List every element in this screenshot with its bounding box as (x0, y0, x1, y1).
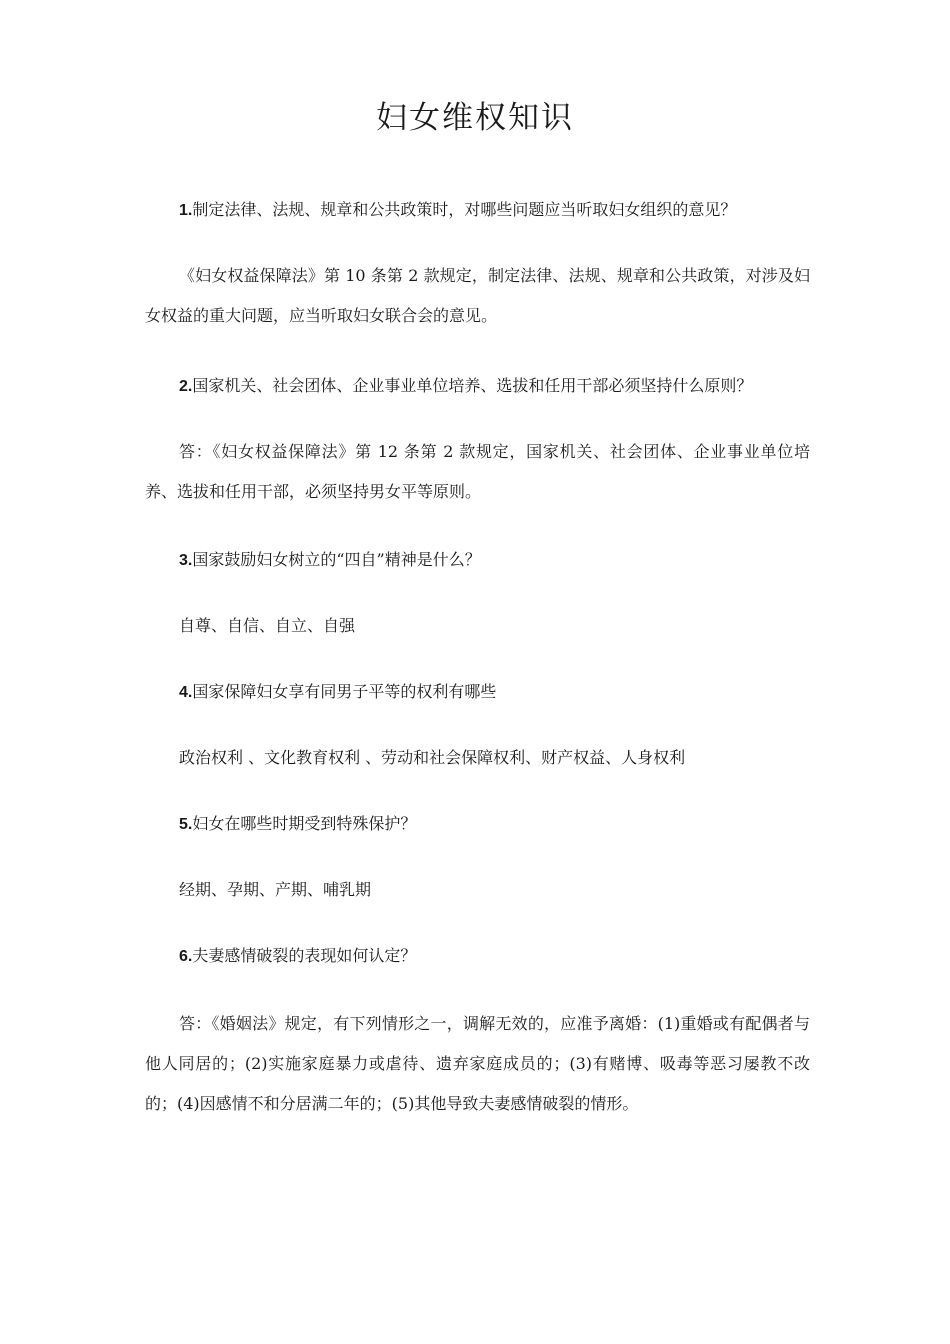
answer-1: 《妇女权益保障法》第 10 条第 2 款规定，制定法律、法规、规章和公共政策，对涉及妇女权益的重大问题，应当听取妇女联合会的意见。 (145, 266, 810, 325)
question-number: 2. (179, 378, 193, 395)
question-text: 夫妻感情破裂的表现如何认定？ (192, 946, 417, 965)
question-text: 制定法律、法规、规章和公共政策时，对哪些问题应当听取妇女组织的意见？ (192, 200, 737, 219)
question-4 (145, 672, 810, 713)
question-text: 妇女在哪些时期受到特殊保护？ (192, 814, 417, 833)
question-number: 4. (179, 684, 193, 701)
question-text: 国家鼓励妇女树立的“四自”精神是什么？ (192, 550, 481, 569)
answer-2: 答：《妇女权益保障法》第 12 条第 2 款规定，国家机关、社会团体、企业事业单位培养、选拔和任用干部，必须坚持男女平等原则。 (145, 442, 810, 501)
answer-5: 经期、孕期、产期、哺乳期 (179, 880, 372, 899)
question-2 (145, 366, 810, 407)
question-number: 6. (179, 948, 193, 965)
question-5 (145, 804, 810, 845)
answer-4: 政治权利 、文化教育权利 、劳动和社会保障权利、财产权益、人身权利 (179, 748, 686, 767)
document-title: 妇女维权知识 (376, 100, 574, 136)
question-6 (145, 936, 810, 977)
question-text: 国家机关、社会团体、企业事业单位培养、选拔和任用干部必须坚持什么原则？ (192, 376, 753, 395)
answer-6: 答：《婚姻法》规定，有下列情形之一，调解无效的，应准予离婚：(1)重婚或有配偶者与他人同居的；(2)实施家庭暴力或虐待、遗弃家庭成员的；(3)有赌博、吸毒等恶习屡教不改的；(4)因感情不和分居满二年的；(5)其他导致夫妻感情破裂的情形。 (145, 1014, 810, 1113)
question-text: 国家保障妇女享有同男子平等的权利有哪些 (192, 682, 497, 701)
question-number: 5. (179, 816, 193, 833)
question-1 (145, 190, 810, 231)
question-number: 1. (179, 202, 193, 219)
answer-3: 自尊、自信、自立、自强 (179, 616, 356, 635)
question-number: 3. (179, 552, 193, 569)
question-3 (145, 540, 810, 581)
